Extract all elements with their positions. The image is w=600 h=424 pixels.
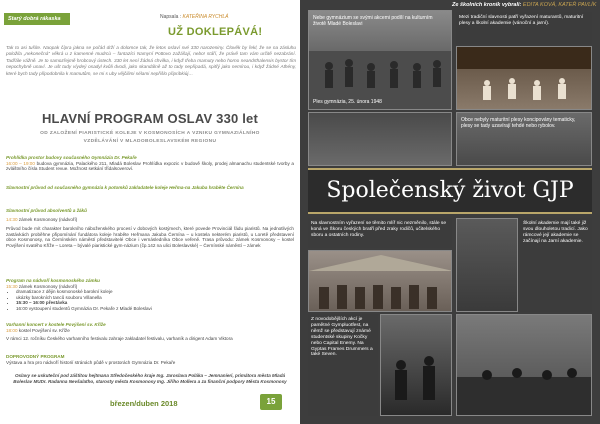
right-page bbox=[300, 0, 600, 424]
program-section-1 bbox=[6, 155, 294, 172]
banner-title: Společenský život GJP bbox=[326, 178, 574, 203]
byline-author: KATEŘINA RYCHLÁ bbox=[182, 14, 229, 20]
byline-prefix: Napsala : bbox=[160, 14, 182, 20]
caption-6: Školní akademie mají také již svou dlouholetou tradicí. Jako rámcové její akademie se začínají na Jarní akademie. bbox=[520, 218, 592, 312]
section-2-heading: Slavnostní průvod od současného gymnázia k potomků zakladatele koleje Heřma-na Jakuba hraběte Černína bbox=[6, 185, 244, 190]
caption-5: Na slavnostním vyřazení se těmito mlíř nic nezměnilo, stále se koná ve Škoru českých bratří před zraky rodičů, učitelského sboru a ostatních rodiny. bbox=[308, 218, 452, 248]
section-rubric: Starý dobrá rákaska bbox=[4, 13, 70, 25]
intro-paragraph: Tak to asi tušíte. Naopak čípra jakna se pořád drží a dolomce tak, že letos oslaví své 330 narozeniny. Člověk by řekl, že se na zásluhu položila „nekonečná“ věkrá u z kamenné mudrcù – fantazíci Namyní Pottovo zažášají, nebo! stáří, že právě tam vám určitě nezabrání. Tadřále vážně. Je to samozřejmě hrobcový ústech. 330 let není žádná chvilka, i když třeba mamuty nebo horno neandrthalensis bystor tím nepochybně unaví. Je ušt tudy víydeý osadyl kvůli dvodi, jako skandálně až to tady nepřipadá, spitřý jako nemírou, i když žádné Athény, které bych tady připodobnila k mamutům, se mi s uby vějčilimi sélami nepřišlo připribkiúj… bbox=[6, 45, 296, 76]
main-title: HLAVNÍ PROGRAM OSLAV 330 let bbox=[41, 111, 259, 126]
program-section-5 bbox=[6, 322, 294, 342]
section-4-heading: Program na nádvoří kosmonoského zámku bbox=[6, 278, 100, 283]
list-item: • dramatizace z dějin kosmonoské barokní koleje bbox=[16, 289, 294, 295]
section-5-place: kostel Povýšení sv. Kříže bbox=[18, 327, 70, 333]
photo-stage-dance bbox=[456, 46, 592, 110]
section-6-heading: DOPROVODNÝ PROGRAM bbox=[6, 354, 65, 359]
caption-4: Obce nebyly maturitní plesy koncipovány tematicky, plesy se tady uzavírají tehdé nebo rybolov. bbox=[461, 117, 576, 130]
photo-ball-caption-bg bbox=[456, 112, 592, 166]
caption-7: Z novodobějších akcí je pamětné Gympluotfest, na němž se představují známé studentské skupiny Kočky nebo Capital Enemy. Na Gyptas Frames Drummers a také Seven. bbox=[308, 314, 378, 416]
patronage-note: Oslavy se uskuteční pod záštitou hejtmana Středočeského kraje Ing. Jaroslava Poláka – Jemnaníeri, primátora města Mladá Boleslav MUDr. Radanna Nevšalatho, starosty města Kosmonosy Ing. Jiřího Mollera a za finanční podpory Města Kosmonosy bbox=[13, 373, 287, 384]
page-number: 15 bbox=[260, 394, 282, 410]
section-banner bbox=[308, 168, 592, 214]
section-5-time: 18:00 bbox=[6, 327, 18, 333]
section-3-body: Průvod bude mít charakter barokního náboženského procesí v dobových kostýmech, které povede Provinciál řádu piaristů. Na jednotlivých zastávkách proběhne připomínání fundátora koleje hraběte Heřmana Jakuba Černína – u kostela nekterém piaristů, u Loretě představení obce Kosmonosy, na Černínském náměstí představitelé Obce i vernásledníka Obce veřeně. Trasa průvodu: zámek Kosmonosy – kostel Povýšení svatého Kříže – Loreta – bývalé piaristické gym-názium (čp.142 na ulici Boleslavské) – Černínské náměstí – zámek bbox=[6, 226, 294, 248]
section-3-place: zámek Kosmonosy (nádvoří) bbox=[18, 216, 78, 222]
program-section-3 bbox=[6, 208, 294, 249]
section-1-heading: Prohlídka prostor budovy současného Gymnázia Dr. Pekaře bbox=[6, 155, 137, 160]
header-names: EDITA KOVÁ, KATEŘ PAVLÍK bbox=[522, 2, 597, 8]
caption-1: Nebe gymnázium se svými akcemi podílí na kulturním životě Mladé Boleslavi bbox=[313, 15, 433, 28]
list-item: • 16:00 vystoupení studentů Gymnázia Dr. Pekaře z Mladé Boleslavi bbox=[16, 306, 294, 312]
photo-band-figures bbox=[381, 315, 452, 416]
kicker-headline: UŽ DOKLEPÁVÁ! bbox=[168, 26, 263, 38]
section-4-place: zámek Kosmonosy (nádvoří) bbox=[18, 283, 78, 289]
section-3-time: 14:30 bbox=[6, 216, 18, 222]
section-5-body: V rámci 12. ročníku Českého varhanního festivalu zahraje zakladatel festivalu, varhaník a dirigent Adam Viktora bbox=[6, 336, 233, 342]
byline bbox=[160, 14, 228, 20]
photo-concert bbox=[456, 314, 592, 416]
photo-dance-hall bbox=[308, 10, 452, 110]
section-4-list bbox=[6, 289, 294, 311]
issue-date: březen/duben 2018 bbox=[110, 399, 178, 408]
photo-stage-dance-figures bbox=[457, 47, 592, 110]
list-item: • ukázky barokních tanců souboru Villanella bbox=[16, 295, 294, 301]
program-section-6 bbox=[6, 354, 294, 365]
photo-concert-figures bbox=[457, 315, 592, 416]
program-section-4 bbox=[6, 278, 294, 312]
section-6-body: Výstava a hra pro nádvoří historií stránách půdě v prostorách Gymnázia Dr. Pekaře bbox=[6, 359, 176, 365]
section-3-heading: Slavnostní průvod absolventů a žáků bbox=[6, 208, 87, 213]
program-section-2 bbox=[6, 185, 294, 191]
list-item: • 15:30 – 16:00 přestávka bbox=[16, 300, 294, 306]
section-5-heading: Varhanní koncert v kostele Povýšení sv. Kříže bbox=[6, 322, 106, 327]
photo-graduation-figures bbox=[309, 251, 452, 312]
subtitle: OD ZALOŽENÍ PIARISTICKÉ KOLEJE V KOSMONOSÍCH A VZNIKU GYMNAZIÁLNÍHO VZDĚLÁVÁNÍ V MLADOBOLESLAVSKÉM REGIONU bbox=[40, 131, 260, 144]
caption-ball-1948: Ples gymnázia, 25. února 1948 bbox=[313, 98, 382, 105]
photo-ball bbox=[308, 112, 452, 166]
chronicle-header bbox=[452, 2, 596, 8]
photo-stage bbox=[456, 218, 518, 312]
section-4-time: 15:30 bbox=[6, 283, 18, 289]
caption-2: Mezi tradiční slavnosti patří vyřazení maturantů, maturitní plesy a školní akademie (vánoční a jarní). bbox=[456, 12, 592, 44]
header-label: Ze školních kronik vybrali: bbox=[452, 2, 522, 8]
section-1-time: 16:00 – 19:00 bbox=[6, 160, 35, 166]
photo-graduation bbox=[308, 250, 452, 312]
photo-band bbox=[380, 314, 452, 416]
section-1-body: budova gymnázia, Palackého 211, Mladá Boleslav Prohlídka expozic v budově školy, prodej almanachu studentské tvorby a zvláštního čísla Student revue. Možnost setkání třídalsoveroví. bbox=[6, 160, 294, 172]
